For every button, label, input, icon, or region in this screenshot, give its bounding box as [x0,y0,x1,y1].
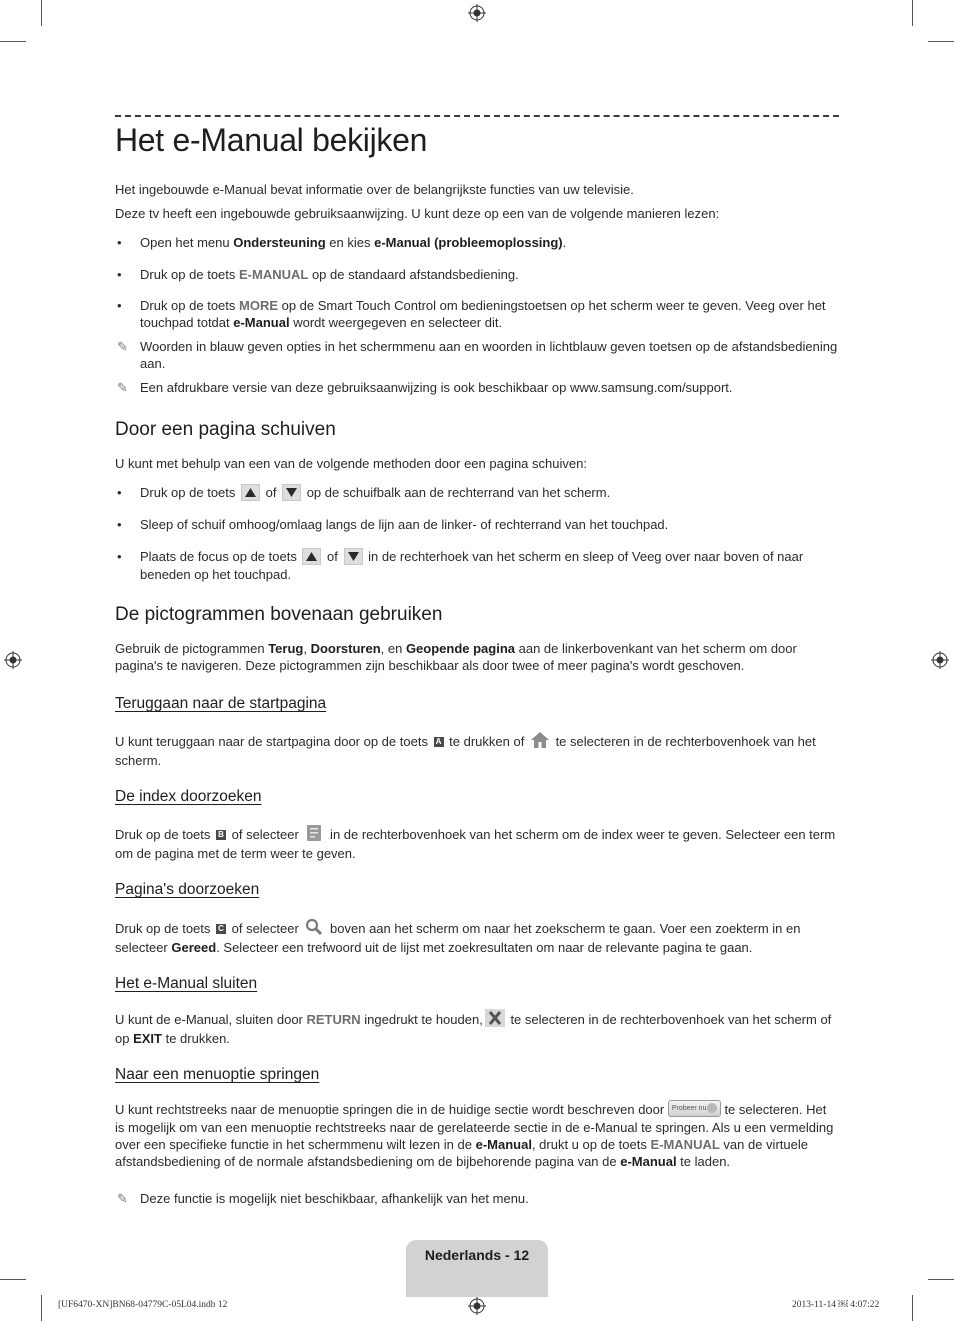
intro-paragraph: Het ingebouwde e-Manual bevat informatie over de belangrijkste functies van uw televisie. [115,182,634,197]
play-icon [707,1103,717,1113]
subsection-heading: Naar een menuoptie springen [115,1066,320,1083]
section-paragraph: Druk op de toets C of selecteer boven aan het scherm om naar het zoekscherm te gaan. Voer een zoekterm in en selecteer Gereed. Selecteer een trefwoord uit de lijst met zoekresultaten om naar de relevante pagina te gaan. [115,920,839,956]
close-icon [485,1009,505,1027]
crop-mark [912,1295,913,1321]
print-slug: 2013-11-14 ￼ 4:07:22 [792,1300,880,1310]
scroll-up-icon [302,548,321,565]
search-icon [304,918,324,936]
subsection-heading: De index doorzoeken [115,788,262,805]
scroll-up-icon [241,484,260,501]
subsection-heading: Pagina's doorzoeken [115,881,260,898]
index-icon [304,824,324,842]
pencil-note-icon: ✎ [117,380,128,395]
page-title: Het e-Manual bekijken [115,122,428,158]
crop-mark [928,1279,954,1280]
section-heading: Door een pagina schuiven [115,419,336,440]
section-paragraph: U kunt met behulp van een van de volgende methoden door een pagina schuiven: [115,456,587,471]
page-number: Nederlands - 12 [424,1247,530,1263]
print-slug: [UF6470-XN]BN68-04779C-05L04.indb 12 [58,1300,228,1310]
title-dashed-rule [115,115,839,117]
section-heading: De pictogrammen bovenaan gebruiken [115,604,443,625]
scroll-down-icon [344,548,363,565]
b-key-icon: B [216,830,226,840]
subsection-heading: Het e-Manual sluiten [115,975,258,992]
crop-mark [41,0,42,26]
crop-mark [41,1295,42,1321]
intro-paragraph: Deze tv heeft een ingebouwde gebruiksaanwijzing. U kunt deze op een van de volgende manieren lezen: [115,206,720,221]
crop-mark [912,0,913,26]
registration-mark-icon [931,651,949,669]
section-paragraph: U kunt rechtstreeks naar de menuoptie springen die in de huidige sectie wordt beschreven door Probeer nu te selecteren. Het is mogelijk om van een menuoptie rechtstreeks naar de gerelateerde sectie in de e-Manual te springen. Als u een vermelding over een specifieke functie in het schermmenu wilt lezen in de e-Manual, drukt u op de toets E-MANUAL van de virtuele afstandsbediening of de normale afstandsbediening om de bijbehorende pagina van de e-Manual te laden. [115,1102,834,1170]
registration-mark-icon [4,651,22,669]
home-icon [530,731,550,749]
crop-mark [0,41,26,42]
section-paragraph: U kunt teruggaan naar de startpagina door op de toets A te drukken of te selecteren in de rechterbovenhoek van het scherm. [115,733,839,769]
registration-mark-icon [468,1297,486,1315]
pencil-note-icon: ✎ [117,1191,128,1206]
section-paragraph: U kunt de e-Manual, sluiten door RETURN ingedrukt te houden, te selecteren in de rechterbovenhoek van het scherm of op EXIT te drukken. [115,1011,839,1047]
section-paragraph: Gebruik de pictogrammen Terug, Doorsturen, en Geopende pagina aan de linkerbovenkant van het scherm om door pagina's te navigeren. Deze pictogrammen zijn beschikbaar als door twee of meer pagina's wordt geschoven. [115,641,797,673]
registration-mark-icon [468,4,486,22]
crop-mark [928,41,954,42]
pencil-note-icon: ✎ [117,339,128,354]
a-key-icon: A [434,737,444,747]
section-paragraph: Druk op de toets B of selecteer in de rechterbovenhoek van het scherm om de index weer te geven. Selecteer een term om de pagina met de term weer te geven. [115,826,839,862]
c-key-icon: C [216,924,226,934]
try-now-button: Probeer nu [668,1100,721,1117]
crop-mark [0,1279,26,1280]
subsection-heading: Teruggaan naar de startpagina [115,695,327,712]
scroll-down-icon [282,484,301,501]
